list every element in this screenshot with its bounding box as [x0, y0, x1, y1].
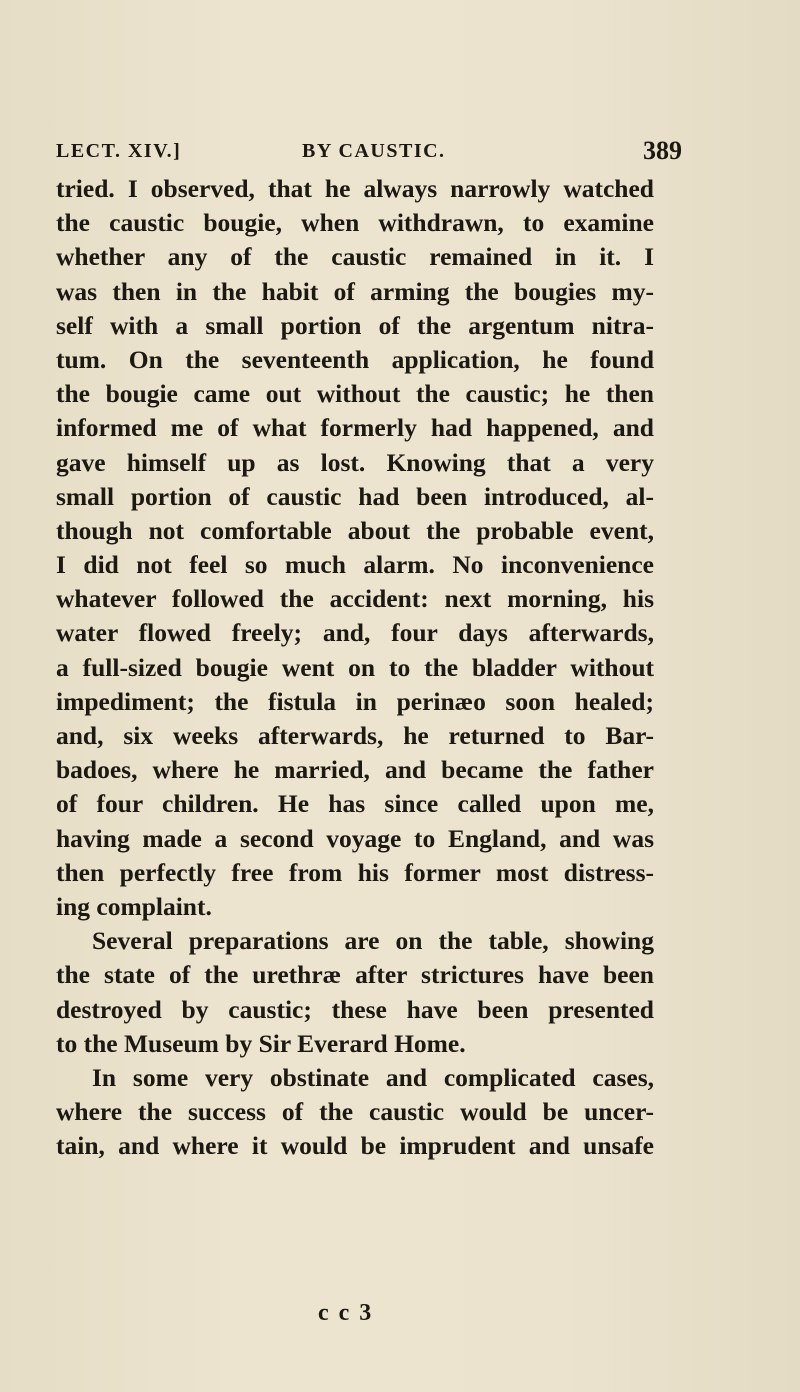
text-line: small portion of caustic had been introduced, al-: [56, 481, 654, 511]
text-line: the state of the urethræ after strictures have been: [56, 960, 654, 990]
paragraph-start-line: Several preparations are on the table, showing: [92, 926, 654, 956]
text-line: and, six weeks afterwards, he returned to Bar-: [56, 721, 654, 750]
running-title: BY CAUSTIC.: [302, 140, 446, 162]
text-line: the caustic bougie, when withdrawn, to examine: [56, 208, 654, 238]
text-line: having made a second voyage to England, and was: [56, 823, 654, 853]
body-text: [56, 172, 654, 1163]
text-line: gave himself up as lost. Knowing that a very: [56, 447, 654, 477]
text-line: ing complaint.: [56, 891, 212, 921]
text-line: tried. I observed, that he always narrowly watched: [56, 174, 654, 203]
text-line: though not comfortable about the probable event,: [56, 515, 654, 545]
text-line: the bougie came out without the caustic; he then: [56, 379, 654, 409]
text-line: to the Museum by Sir Everard Home.: [56, 1028, 466, 1058]
text-line: informed me of what formerly had happened, and: [56, 413, 654, 443]
text-line: tain, and where it would be imprudent and unsafe: [56, 1131, 654, 1161]
text-line: self with a small portion of the argentum nitra-: [56, 310, 654, 340]
text-line: impediment; the fistula in perinæo soon healed;: [56, 686, 654, 716]
running-head: [56, 136, 682, 170]
text-line: of four children. He has since called upon me,: [56, 789, 654, 819]
page-number: 389: [643, 136, 682, 165]
text-line: I did not feel so much alarm. No inconvenience: [56, 550, 654, 580]
text-line: badoes, where he married, and became the father: [56, 755, 654, 785]
text-line: then perfectly free from his former most distress-: [56, 857, 654, 887]
text-line: was then in the habit of arming the bougies my-: [56, 276, 654, 306]
text-line: a full-sized bougie went on to the bladder without: [56, 652, 654, 682]
text-line: tum. On the seventeenth application, he found: [56, 344, 654, 374]
text-line: where the success of the caustic would be uncer-: [56, 1097, 654, 1127]
text-line: water flowed freely; and, four days afterwards,: [56, 618, 654, 648]
lecture-number: LECT. XIV.]: [56, 140, 182, 162]
text-line: whatever followed the accident: next morning, his: [56, 584, 654, 614]
text-line: whether any of the caustic remained in it. I: [56, 242, 654, 272]
text-line: destroyed by caustic; these have been presented: [56, 994, 654, 1024]
paragraph-start-line: In some very obstinate and complicated cases,: [92, 1062, 654, 1092]
signature-mark: c c 3: [318, 1300, 374, 1326]
